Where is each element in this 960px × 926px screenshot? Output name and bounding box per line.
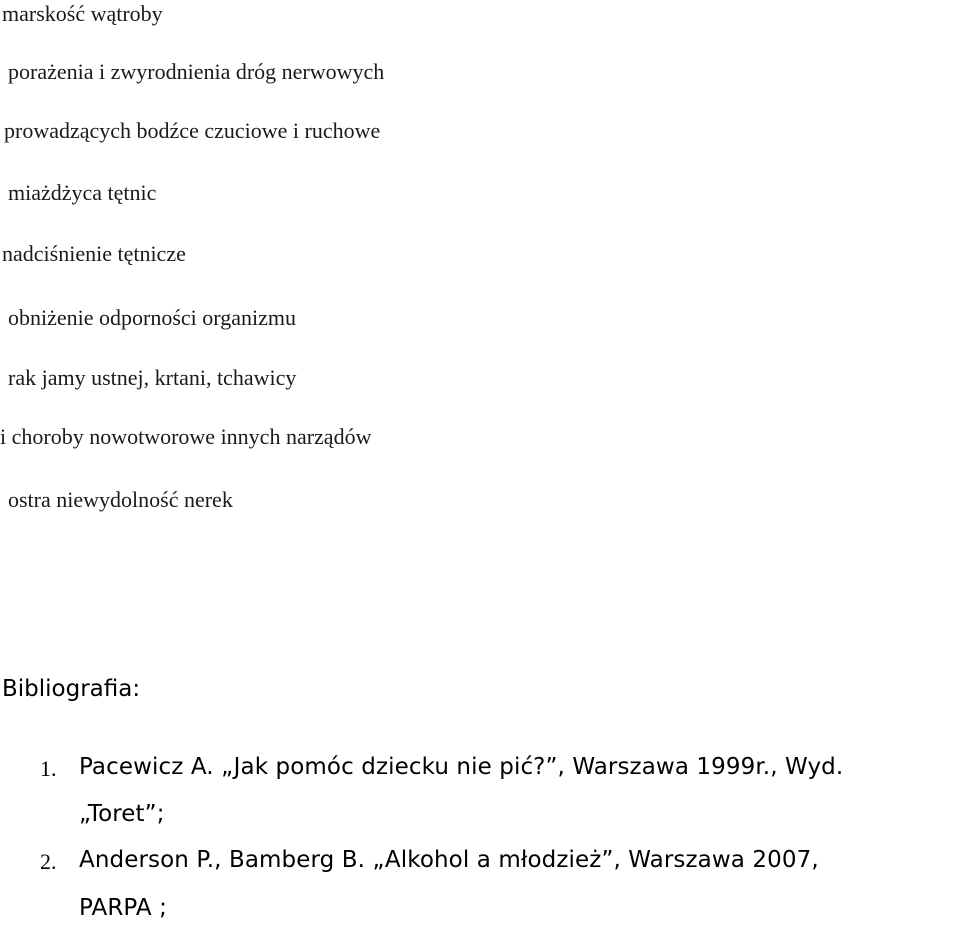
list-item-nerve-damage: porażenia i zwyrodnienia dróg nerwowych [8, 59, 385, 84]
list-item-hypertension: nadciśnienie tętnicze [2, 241, 186, 266]
bibliography-entry-line: PARPA ; [79, 895, 168, 921]
list-item-cirrhosis: marskość wątroby [2, 1, 163, 26]
bibliography-entry-line: Anderson P., Bamberg B. „Alkohol a młodzież”, Warszawa 2007, [79, 847, 819, 873]
bibliography-heading: Bibliografia: [2, 676, 141, 702]
list-item-nerve-damage-cont: prowadzących bodźce czuciowe i ruchowe [4, 118, 381, 143]
list-item-immunity: obniżenie odporności organizmu [8, 305, 296, 330]
list-item-cancer: rak jamy ustnej, krtani, tchawicy [8, 365, 297, 390]
bibliography-entry-line: Pacewicz A. „Jak pomóc dziecku nie pić?”, Warszawa 1999r., Wyd. [79, 754, 844, 780]
list-item-kidney-failure: ostra niewydolność nerek [8, 487, 233, 512]
bibliography-number: 2. [40, 849, 57, 874]
list-item-other-cancers: i choroby nowotworowe innych narządów [0, 424, 372, 449]
list-item-atherosclerosis: miażdżyca tętnic [8, 180, 157, 205]
bibliography-number: 1. [40, 756, 57, 781]
bibliography-entry-line: „Toret”; [79, 801, 165, 827]
